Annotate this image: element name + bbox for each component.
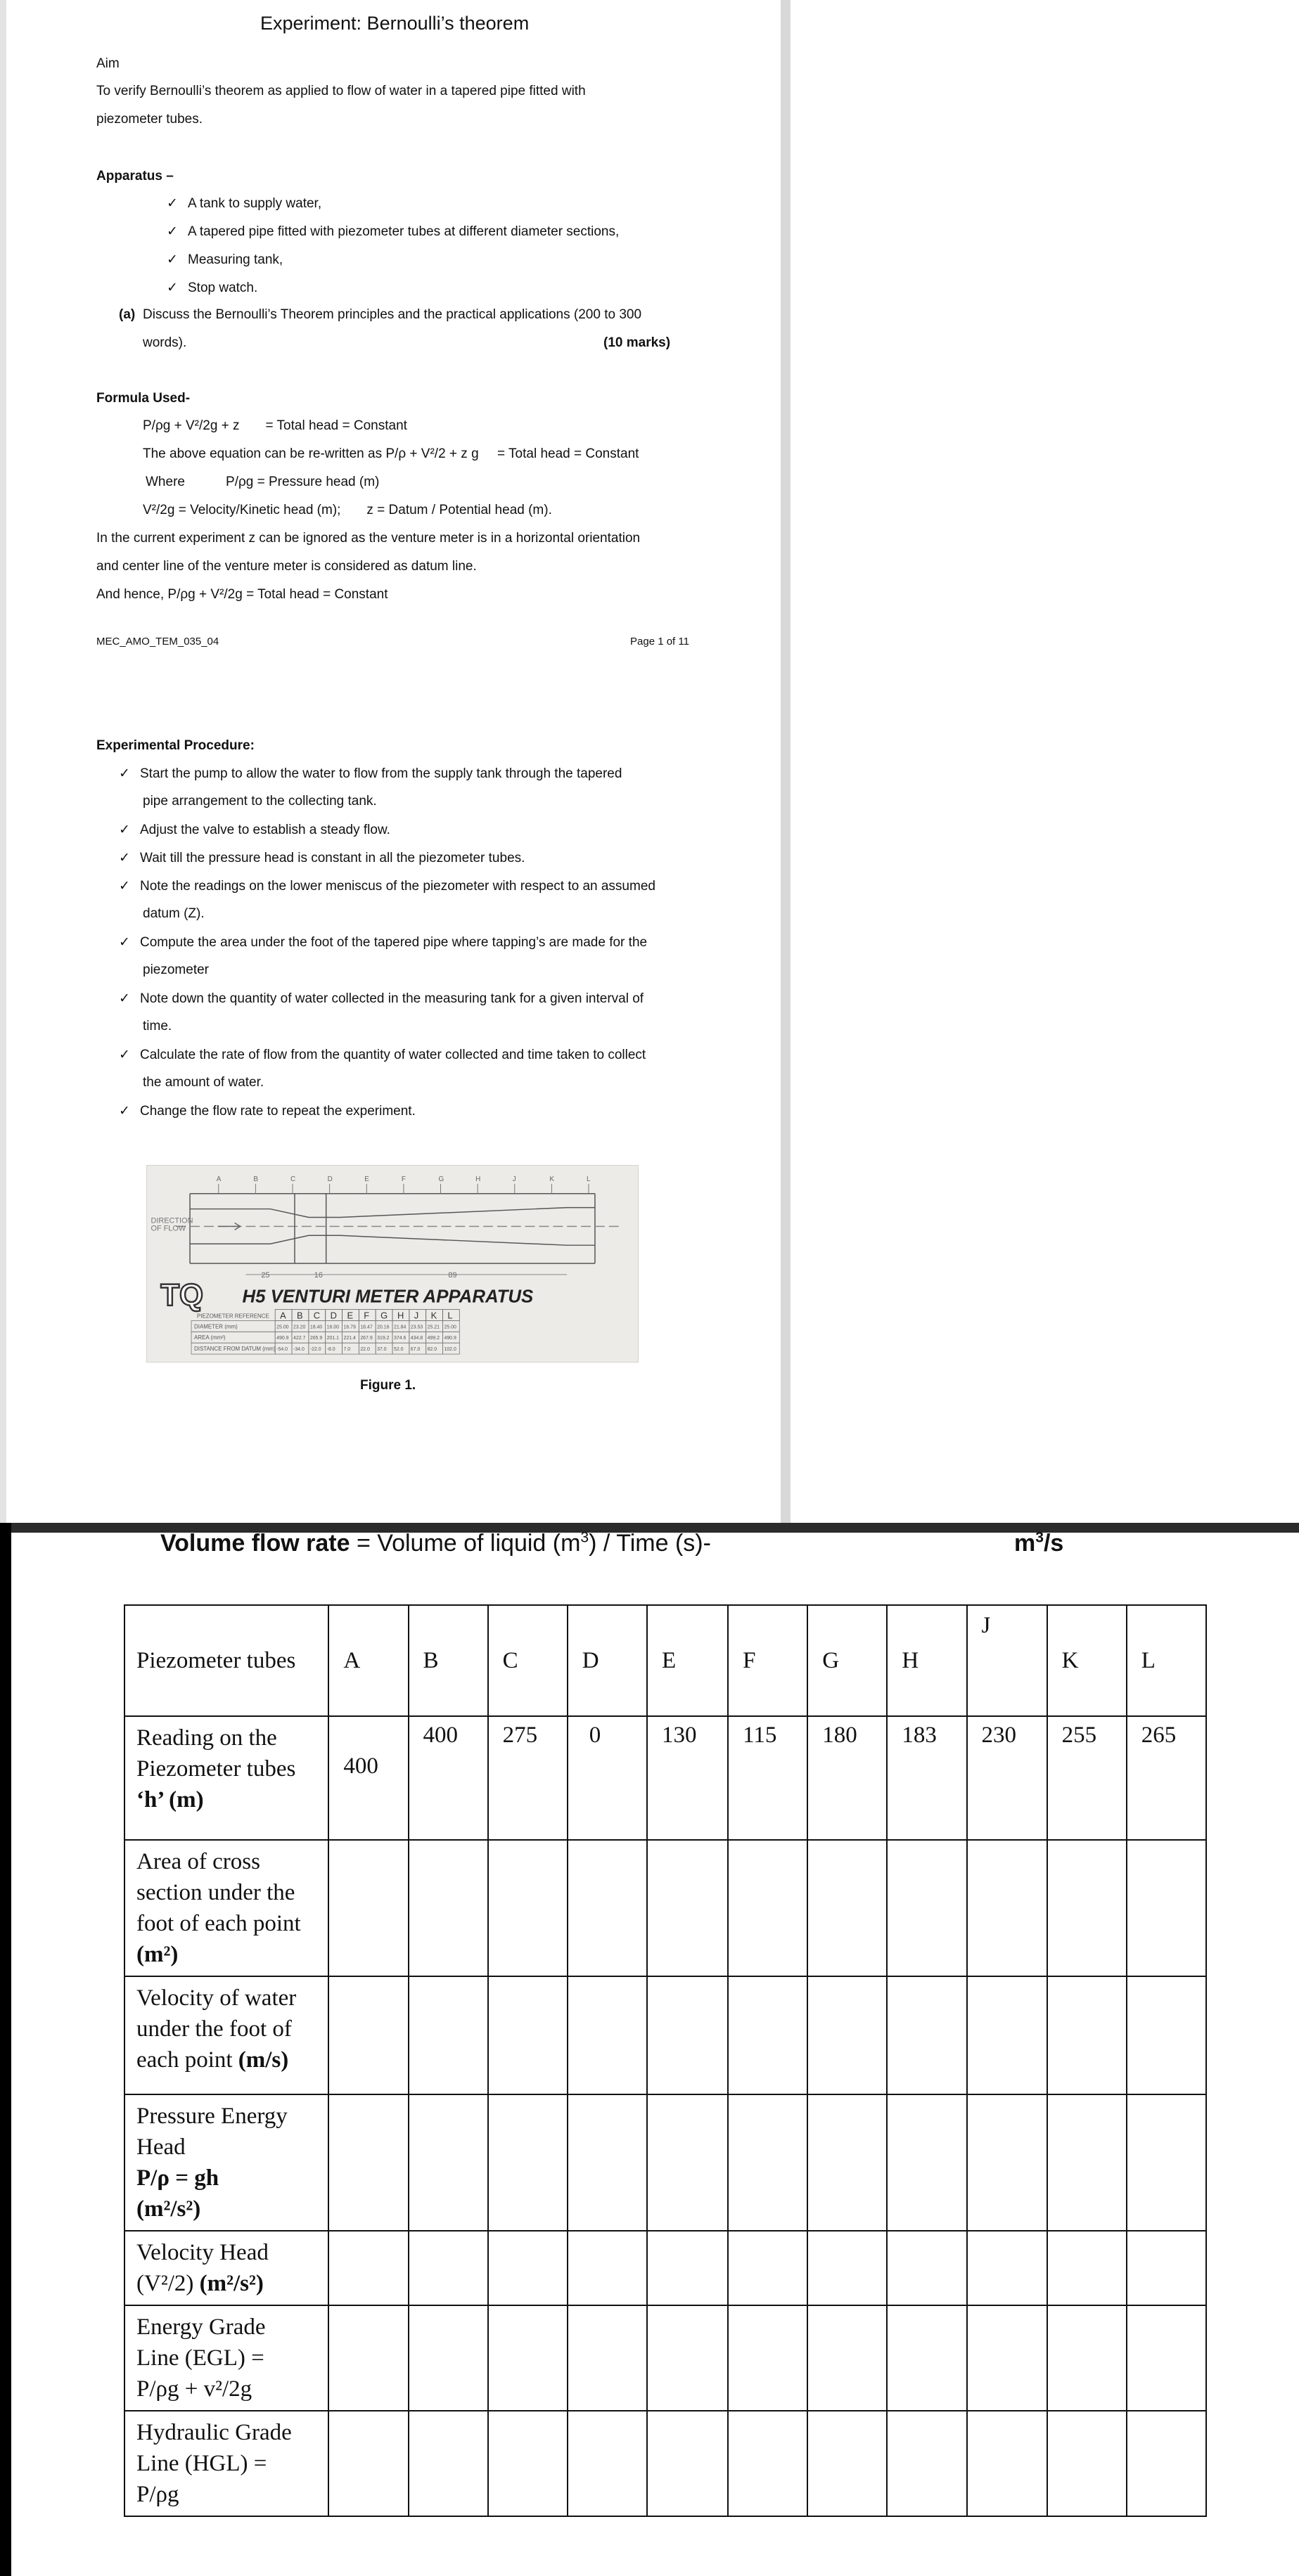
empty-cell	[647, 1840, 728, 1976]
apparatus-item: ✓ A tapered pipe fitted with piezometer tubes at different diameter sections,	[167, 224, 620, 239]
ref-value: 499.2	[427, 1336, 440, 1341]
apparatus-item: ✓ Stop watch.	[167, 281, 258, 295]
empty-cell	[967, 1840, 1047, 1976]
empty-cell	[1047, 2411, 1127, 2516]
empty-cell	[1127, 2231, 1206, 2305]
empty-cell	[328, 2094, 408, 2231]
tapping-letter: J	[512, 1175, 516, 1183]
tube-header: D	[568, 1605, 647, 1716]
table-row-hgl	[124, 2411, 1206, 2516]
empty-cell	[807, 2231, 887, 2305]
ref-row-label: DIAMETER (mm)	[194, 1323, 238, 1330]
empty-cell	[647, 2411, 728, 2516]
empty-cell	[887, 2305, 966, 2411]
tq-logo: TQ	[160, 1277, 204, 1313]
formula-line: P/ρg + V²/2g + z = Total head = Constant	[143, 418, 407, 433]
empty-cell	[1127, 2094, 1206, 2231]
formula-line: V²/2g = Velocity/Kinetic head (m); z = Datum / Potential head (m).	[143, 503, 552, 517]
aim-heading: Aim	[96, 56, 120, 71]
dimension-label: 89	[448, 1270, 457, 1280]
tapping-letter: B	[253, 1175, 259, 1183]
empty-cell	[887, 1976, 966, 2094]
empty-cell	[647, 2305, 728, 2411]
tube-header: C	[488, 1605, 568, 1716]
procedure-item: ✓ Change the flow rate to repeat the experiment.	[119, 1104, 416, 1119]
empty-cell	[568, 2094, 647, 2231]
ref-value: 18.40	[309, 1325, 323, 1330]
note-line: In the current experiment z can be ignored as the venture meter is in a horizontal orientation	[96, 531, 641, 546]
empty-cell	[488, 1840, 568, 1976]
ref-value: -34.0	[293, 1347, 305, 1353]
note-line: And hence, P/ρg + V²/2g = Total head = Constant	[96, 587, 388, 602]
ref-value: 18.47	[360, 1325, 373, 1330]
empty-cell	[568, 1840, 647, 1976]
ref-value: -54.0	[276, 1347, 288, 1353]
question-label: (a)	[119, 307, 136, 322]
reading-cell: 265	[1127, 1716, 1206, 1840]
procedure-heading: Experimental Procedure:	[96, 738, 255, 753]
ref-value: 23.53	[410, 1325, 423, 1330]
reading-cell: 400	[409, 1716, 488, 1840]
tapping-letter: G	[438, 1175, 444, 1183]
empty-cell	[1127, 1840, 1206, 1976]
procedure-item: ✓ Start the pump to allow the water to flow from the supply tank through the tapered	[119, 766, 622, 781]
ref-row-label: DISTANCE FROM DATUM (mm)	[194, 1346, 276, 1353]
ref-value: 374.6	[393, 1336, 407, 1341]
dimension-label: 16	[314, 1270, 323, 1280]
apparatus-item: ✓ Measuring tank,	[167, 252, 283, 267]
empty-cell	[967, 2411, 1047, 2516]
empty-cell	[967, 1976, 1047, 2094]
row-label: Energy Grade Line (EGL) = P/ρg + v²/2g	[124, 2305, 328, 2411]
ref-value: 21.84	[393, 1325, 407, 1330]
ref-letter: D	[330, 1310, 337, 1321]
procedure-item-cont: pipe arrangement to the collecting tank.	[143, 794, 377, 809]
ref-letter: G	[380, 1310, 388, 1321]
tapping-letter: H	[475, 1175, 481, 1183]
empty-cell	[967, 2231, 1047, 2305]
procedure-item: ✓ Compute the area under the foot of the tapered pipe where tapping’s are made for the	[119, 935, 648, 950]
tapping-letter: A	[216, 1175, 222, 1183]
tapping-letter: D	[327, 1175, 333, 1183]
empty-cell	[647, 2094, 728, 2231]
ref-value: 102.0	[444, 1347, 456, 1353]
figure-caption: Figure 1.	[360, 1378, 416, 1393]
question-marks: (10 marks)	[603, 335, 671, 350]
vfr-text: Volume of liquid (m	[377, 1530, 581, 1557]
row-label: Pressure Energy Head P/ρ = gh (m²/s²)	[124, 2094, 328, 2231]
empty-cell	[1127, 2305, 1206, 2411]
apparatus-title: H5 VENTURI METER APPARATUS	[242, 1287, 534, 1307]
ref-value: -22.0	[309, 1347, 321, 1353]
reading-cell: 255	[1047, 1716, 1127, 1840]
ref-letter: E	[347, 1310, 354, 1321]
ref-letter: A	[280, 1310, 286, 1321]
note-line: and center line of the venture meter is considered as datum line.	[96, 559, 477, 574]
empty-cell	[409, 2231, 488, 2305]
empty-cell	[1047, 1976, 1127, 2094]
empty-cell	[328, 1976, 408, 2094]
direction-line-2: OF FLOW	[151, 1224, 186, 1233]
ref-value: 23.20	[293, 1325, 306, 1330]
ref-value: 20.16	[377, 1325, 390, 1330]
question-line-2: words).	[143, 335, 187, 350]
vfr-text-tail: ) / Time (s)-	[589, 1530, 711, 1557]
empty-cell	[728, 2231, 807, 2305]
empty-cell	[887, 1840, 966, 1976]
empty-cell	[887, 2094, 966, 2231]
table-row-readings	[124, 1716, 1206, 1840]
vfr-label: Volume flow rate	[160, 1530, 350, 1557]
empty-cell	[409, 2411, 488, 2516]
table-row-velocity-head	[124, 2231, 1206, 2305]
procedure-item: ✓ Note down the quantity of water collected in the measuring tank for a given interval of	[119, 991, 644, 1006]
empty-cell	[728, 1976, 807, 2094]
formula-heading: Formula Used-	[96, 391, 191, 406]
empty-cell	[328, 2411, 408, 2516]
empty-cell	[409, 1976, 488, 2094]
ref-value: 37.0	[377, 1347, 387, 1353]
tube-header: B	[409, 1605, 488, 1716]
empty-cell	[807, 2305, 887, 2411]
ref-value: 490.9	[276, 1336, 289, 1341]
ref-value: 22.0	[360, 1347, 370, 1353]
empty-cell	[728, 2305, 807, 2411]
reading-cell: 400	[328, 1716, 408, 1840]
empty-cell	[728, 2411, 807, 2516]
procedure-item-cont: piezometer	[143, 962, 209, 977]
results-table	[124, 1604, 1207, 2517]
procedure-item-cont: the amount of water.	[143, 1075, 264, 1090]
ref-value: 490.9	[444, 1336, 456, 1341]
empty-cell	[967, 2094, 1047, 2231]
table-row-area	[124, 1840, 1206, 1976]
reading-cell: 183	[887, 1716, 966, 1840]
tube-header: H	[887, 1605, 966, 1716]
empty-cell	[647, 1976, 728, 2094]
table-row-velocity	[124, 1976, 1206, 2094]
empty-cell	[488, 2094, 568, 2231]
vfr-equals: =	[350, 1530, 378, 1557]
empty-cell	[568, 1976, 647, 2094]
procedure-item-cont: datum (Z).	[143, 906, 205, 921]
apparatus-heading: Apparatus –	[96, 169, 174, 183]
empty-cell	[807, 1840, 887, 1976]
empty-cell	[1047, 2231, 1127, 2305]
tapping-letter: E	[364, 1175, 369, 1183]
empty-cell	[568, 2305, 647, 2411]
tube-header: J	[967, 1605, 1047, 1716]
empty-cell	[488, 2231, 568, 2305]
empty-cell	[488, 1976, 568, 2094]
empty-cell	[1047, 2094, 1127, 2231]
tube-header: K	[1047, 1605, 1127, 1716]
ref-value: 25.00	[444, 1325, 456, 1330]
header-label: Piezometer tubes	[124, 1605, 328, 1716]
dimension-label: 25	[261, 1270, 270, 1280]
empty-cell	[1127, 2411, 1206, 2516]
reading-cell: 115	[728, 1716, 807, 1840]
procedure-item: ✓ Wait till the pressure head is constant in all the piezometer tubes.	[119, 851, 525, 865]
footer-page: Page 1 of 11	[630, 636, 689, 648]
procedure-item: ✓ Adjust the valve to establish a steady flow.	[119, 823, 390, 837]
question-line-1: Discuss the Bernoulli’s Theorem principles and the practical applications (200 to 300	[143, 307, 642, 322]
table-row-pressure-head	[124, 2094, 1206, 2231]
tapping-letter: F	[401, 1175, 406, 1183]
ref-value: 25.21	[427, 1325, 440, 1330]
row-label: Reading on the Piezometer tubes ‘h’ (m)	[124, 1716, 328, 1840]
empty-cell	[1047, 2305, 1127, 2411]
tube-header: E	[647, 1605, 728, 1716]
ref-value: 16.00	[326, 1325, 340, 1330]
ref-value: 16.79	[343, 1325, 356, 1330]
ref-row-label: AREA (mm²)	[194, 1334, 226, 1341]
ref-value: 319.2	[377, 1336, 390, 1341]
bottom-left-edge	[0, 1523, 11, 2576]
ref-letter: C	[313, 1310, 321, 1321]
page-title: Experiment: Bernoulli’s theorem	[260, 13, 530, 34]
volume-flow-rate-line	[160, 1530, 711, 1557]
viewer-left-edge	[0, 0, 6, 1523]
empty-cell	[409, 2305, 488, 2411]
row-label: Area of cross section under the foot of each point (m²)	[124, 1840, 328, 1976]
empty-cell	[807, 1976, 887, 2094]
apparatus-item: ✓ A tank to supply water,	[167, 196, 322, 211]
reading-cell: 230	[967, 1716, 1047, 1840]
aim-line-2: piezometer tubes.	[96, 112, 203, 127]
formula-line: The above equation can be re-written as P/ρ + V²/2 + z g = Total head = Constant	[143, 446, 639, 461]
empty-cell	[328, 1840, 408, 1976]
row-label: Hydraulic Grade Line (HGL) = P/ρg	[124, 2411, 328, 2516]
procedure-item: ✓ Calculate the rate of flow from the quantity of water collected and time taken to collect	[119, 1048, 646, 1062]
vfr-exponent: 3	[580, 1529, 589, 1546]
tube-header: L	[1127, 1605, 1206, 1716]
table-header-row	[124, 1605, 1206, 1716]
empty-cell	[1127, 1976, 1206, 2094]
empty-cell	[887, 2411, 966, 2516]
viewer-page-gutter	[781, 0, 791, 1523]
empty-cell	[728, 1840, 807, 1976]
empty-cell	[568, 2231, 647, 2305]
formula-line: Where P/ρg = Pressure head (m)	[146, 475, 380, 489]
ref-label: PIEZOMETER REFERENCE	[196, 1313, 269, 1320]
empty-cell	[488, 2411, 568, 2516]
reading-cell: 180	[807, 1716, 887, 1840]
empty-cell	[568, 2411, 647, 2516]
tube-header: A	[328, 1605, 408, 1716]
ref-value: 434.8	[410, 1336, 423, 1341]
aim-line-1: To verify Bernoulli’s theorem as applied to flow of water in a tapered pipe fitted with	[96, 84, 586, 98]
empty-cell	[328, 2305, 408, 2411]
empty-cell	[728, 2094, 807, 2231]
ref-value: 267.9	[360, 1336, 373, 1341]
ref-letter: F	[364, 1310, 370, 1321]
ref-value: -8.0	[326, 1347, 335, 1353]
footer-code: MEC_AMO_TEM_035_04	[96, 636, 219, 648]
ref-value: 221.4	[343, 1336, 356, 1341]
ref-value: 201.1	[326, 1336, 340, 1341]
empty-cell	[1047, 1840, 1127, 1976]
ref-value: 422.7	[293, 1336, 306, 1341]
ref-value: 52.0	[393, 1347, 404, 1353]
ref-value: 25.00	[276, 1325, 289, 1330]
empty-cell	[967, 2305, 1047, 2411]
empty-cell	[328, 2231, 408, 2305]
empty-cell	[807, 2411, 887, 2516]
tapping-letter: K	[549, 1175, 555, 1183]
ref-value: 67.0	[410, 1347, 421, 1353]
ref-letter: J	[414, 1310, 419, 1321]
ref-letter: K	[430, 1310, 437, 1321]
row-label: Velocity of water under the foot of each point (m/s)	[124, 1976, 328, 2094]
procedure-item-cont: time.	[143, 1019, 172, 1033]
empty-cell	[409, 2094, 488, 2231]
ref-letter: B	[296, 1310, 303, 1321]
empty-cell	[409, 1840, 488, 1976]
reading-cell: 130	[647, 1716, 728, 1840]
vfr-unit: $m^3/s$	[1014, 1529, 1064, 1557]
tube-header: F	[728, 1605, 807, 1716]
row-label: Velocity Head (V²/2) (m²/s²)	[124, 2231, 328, 2305]
reading-cell: 0	[568, 1716, 647, 1840]
empty-cell	[647, 2231, 728, 2305]
table-row-egl	[124, 2305, 1206, 2411]
direction-line-1: DIRECTION	[151, 1216, 193, 1225]
ref-letter: H	[397, 1310, 404, 1321]
tapping-letter: C	[290, 1175, 296, 1183]
ref-value: 265.9	[309, 1336, 323, 1341]
procedure-item: ✓ Note the readings on the lower meniscus of the piezometer with respect to an assumed	[119, 879, 655, 894]
tapping-letter: L	[587, 1175, 591, 1183]
empty-cell	[488, 2305, 568, 2411]
ref-value: 82.0	[427, 1347, 437, 1353]
tube-header: G	[807, 1605, 887, 1716]
reading-cell: 275	[488, 1716, 568, 1840]
ref-value: 7.0	[343, 1347, 351, 1353]
ref-letter: L	[447, 1310, 453, 1321]
venturi-meter-figure	[146, 1165, 639, 1363]
empty-cell	[887, 2231, 966, 2305]
empty-cell	[807, 2094, 887, 2231]
